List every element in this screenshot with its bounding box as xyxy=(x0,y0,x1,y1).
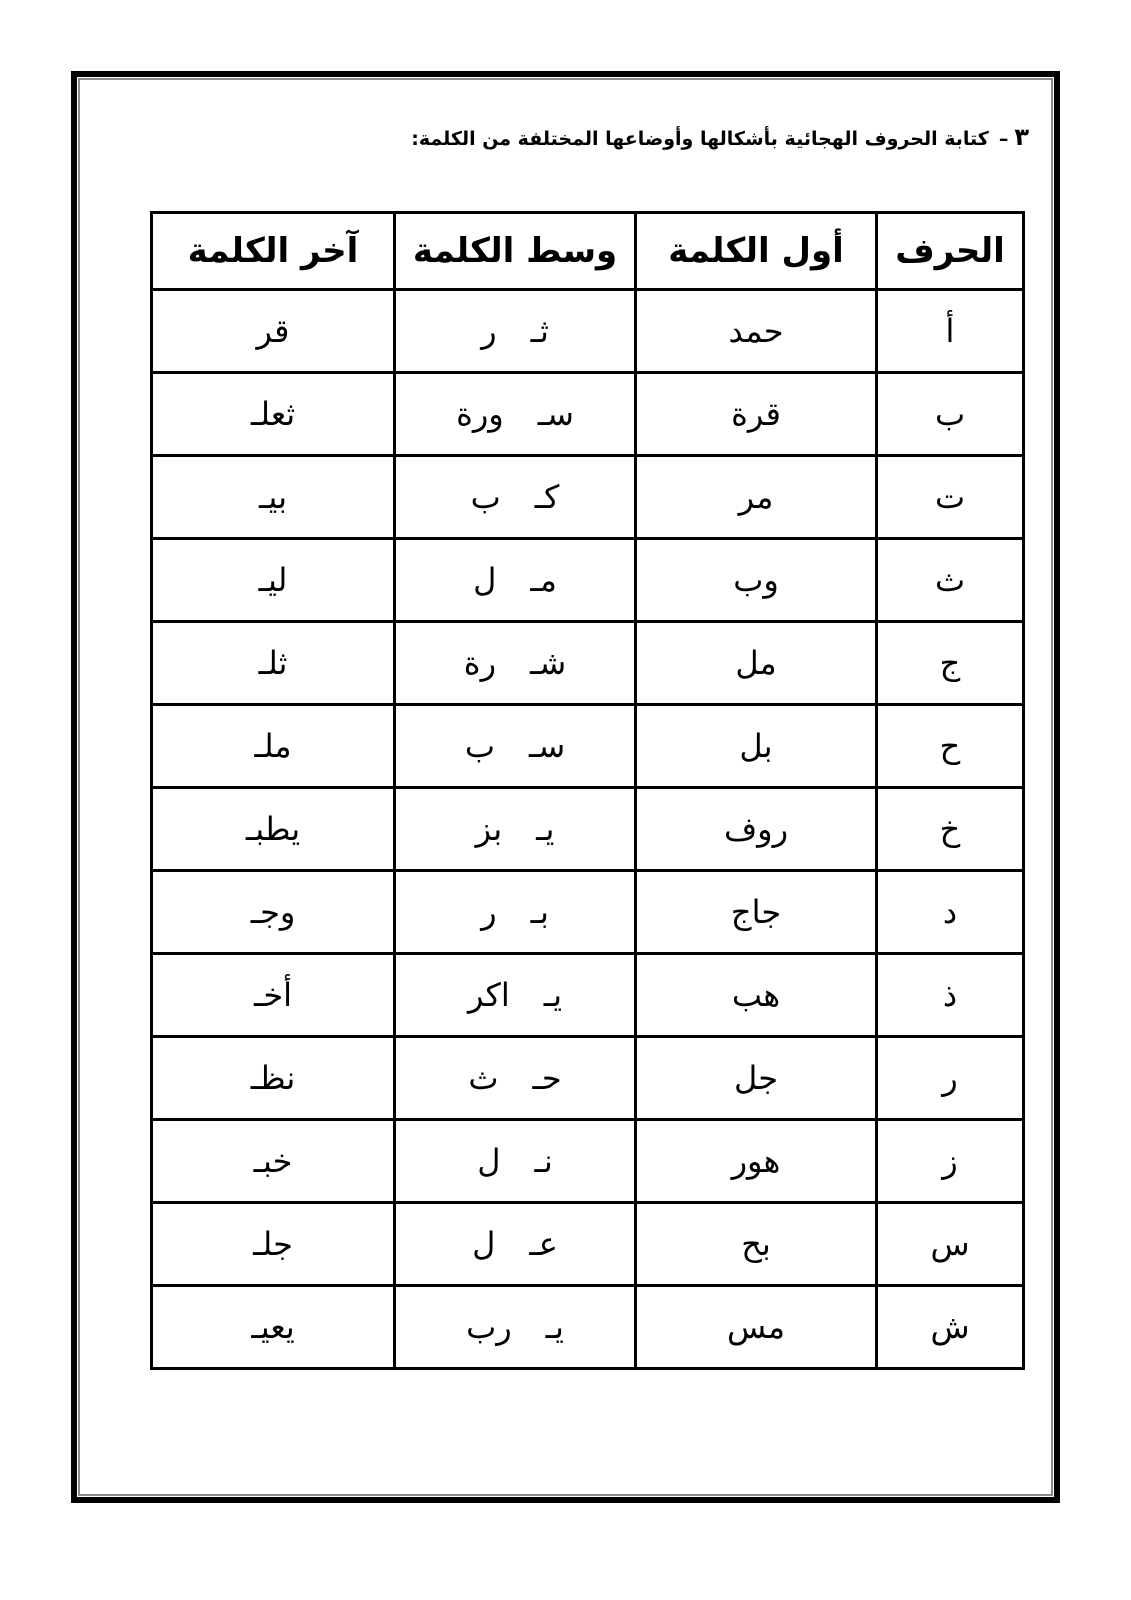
middle-word-part-left: ورة xyxy=(456,395,504,433)
table-header-row xyxy=(152,213,1024,290)
exercise-dash: – xyxy=(998,128,1009,150)
cell-first-of-word[interactable]: مس xyxy=(636,1286,877,1369)
middle-word-part-right: عـ xyxy=(529,1225,558,1263)
cell-end-of-word[interactable]: قر xyxy=(152,290,395,373)
cell-letter[interactable]: ج xyxy=(877,622,1024,705)
cell-letter[interactable]: ز xyxy=(877,1120,1024,1203)
cell-letter[interactable]: ذ xyxy=(877,954,1024,1037)
middle-word-part-left: ث xyxy=(468,1059,499,1097)
cell-end-of-word[interactable]: وجـ xyxy=(152,871,395,954)
middle-word-part-left: ل xyxy=(473,561,497,599)
table-row xyxy=(152,290,1024,373)
middle-word-part-left: ب xyxy=(464,727,495,765)
cell-middle-of-word[interactable] xyxy=(395,373,636,456)
cell-middle-of-word[interactable] xyxy=(395,954,636,1037)
table-row xyxy=(152,871,1024,954)
cell-middle-of-word[interactable] xyxy=(395,871,636,954)
middle-word-part-left: بز xyxy=(475,810,503,848)
cell-end-of-word[interactable]: ثعلـ xyxy=(152,373,395,456)
cell-end-of-word[interactable]: أخـ xyxy=(152,954,395,1037)
cell-first-of-word[interactable]: روف xyxy=(636,788,877,871)
cell-letter[interactable]: أ xyxy=(877,290,1024,373)
table-row xyxy=(152,1120,1024,1203)
cell-first-of-word[interactable]: هب xyxy=(636,954,877,1037)
header-letter: الحرف xyxy=(877,213,1024,290)
table-row xyxy=(152,1203,1024,1286)
exercise-heading xyxy=(411,120,1029,156)
middle-word-part-right: نـ xyxy=(534,1142,553,1180)
cell-middle-of-word[interactable] xyxy=(395,1203,636,1286)
middle-word-part-right: يـ xyxy=(545,1308,564,1346)
header-end-of-word: آخر الكلمة xyxy=(152,213,395,290)
cell-letter[interactable]: خ xyxy=(877,788,1024,871)
middle-word-part-right: ثـ xyxy=(530,312,549,350)
cell-letter[interactable]: ح xyxy=(877,705,1024,788)
cell-letter[interactable]: ت xyxy=(877,456,1024,539)
cell-middle-of-word[interactable] xyxy=(395,290,636,373)
cell-end-of-word[interactable]: جلـ xyxy=(152,1203,395,1286)
cell-end-of-word[interactable]: يطبـ xyxy=(152,788,395,871)
cell-first-of-word[interactable]: بل xyxy=(636,705,877,788)
letters-positions-table xyxy=(150,211,1025,1370)
exercise-instruction: كتابة الحروف الهجائية بأشكالها وأوضاعها المختلفة من الكلمة: xyxy=(411,128,989,150)
cell-end-of-word[interactable]: نظـ xyxy=(152,1037,395,1120)
table-row xyxy=(152,954,1024,1037)
cell-letter[interactable]: ث xyxy=(877,539,1024,622)
middle-word-part-right: يـ xyxy=(536,810,555,848)
middle-word-part-left: اكر xyxy=(467,976,510,1014)
cell-end-of-word[interactable]: بيـ xyxy=(152,456,395,539)
cell-letter[interactable]: ش xyxy=(877,1286,1024,1369)
header-first-of-word: أول الكلمة xyxy=(636,213,877,290)
table-row xyxy=(152,705,1024,788)
cell-letter[interactable]: ر xyxy=(877,1037,1024,1120)
table-row xyxy=(152,539,1024,622)
cell-first-of-word[interactable]: جاج xyxy=(636,871,877,954)
cell-first-of-word[interactable]: جل xyxy=(636,1037,877,1120)
middle-word-part-left: ب xyxy=(470,478,501,516)
cell-end-of-word[interactable]: ثلـ xyxy=(152,622,395,705)
cell-middle-of-word[interactable] xyxy=(395,705,636,788)
cell-middle-of-word[interactable] xyxy=(395,539,636,622)
cell-first-of-word[interactable]: مر xyxy=(636,456,877,539)
table-row xyxy=(152,373,1024,456)
cell-letter[interactable]: س xyxy=(877,1203,1024,1286)
cell-end-of-word[interactable]: ملـ xyxy=(152,705,395,788)
cell-first-of-word[interactable]: مل xyxy=(636,622,877,705)
cell-end-of-word[interactable]: ليـ xyxy=(152,539,395,622)
table-row xyxy=(152,788,1024,871)
middle-word-part-right: كـ xyxy=(534,478,560,516)
middle-word-part-left: ل xyxy=(477,1142,501,1180)
middle-word-part-right: شـ xyxy=(530,644,567,682)
cell-letter[interactable]: د xyxy=(877,871,1024,954)
cell-end-of-word[interactable]: خبـ xyxy=(152,1120,395,1203)
cell-first-of-word[interactable]: حمد xyxy=(636,290,877,373)
exercise-number: ٣ xyxy=(1014,123,1029,151)
middle-word-part-right: حـ xyxy=(532,1059,562,1097)
middle-word-part-left: ر xyxy=(481,312,497,350)
table-row xyxy=(152,1037,1024,1120)
table-row xyxy=(152,456,1024,539)
cell-middle-of-word[interactable] xyxy=(395,1120,636,1203)
cell-middle-of-word[interactable] xyxy=(395,1286,636,1369)
middle-word-part-right: سـ xyxy=(528,727,566,765)
cell-middle-of-word[interactable] xyxy=(395,1037,636,1120)
table-row xyxy=(152,622,1024,705)
cell-letter[interactable]: ب xyxy=(877,373,1024,456)
cell-first-of-word[interactable]: قرة xyxy=(636,373,877,456)
cell-middle-of-word[interactable] xyxy=(395,788,636,871)
cell-first-of-word[interactable]: وب xyxy=(636,539,877,622)
middle-word-part-right: يـ xyxy=(543,976,563,1014)
middle-word-part-left: رة xyxy=(463,644,497,682)
cell-first-of-word[interactable]: هور xyxy=(636,1120,877,1203)
header-middle-of-word: وسط الكلمة xyxy=(395,213,636,290)
middle-word-part-right: مـ xyxy=(530,561,557,599)
cell-middle-of-word[interactable] xyxy=(395,456,636,539)
middle-word-part-left: ل xyxy=(472,1225,496,1263)
cell-end-of-word[interactable]: يعيـ xyxy=(152,1286,395,1369)
cell-first-of-word[interactable]: بح xyxy=(636,1203,877,1286)
middle-word-part-left: ر xyxy=(481,893,497,931)
cell-middle-of-word[interactable] xyxy=(395,622,636,705)
middle-word-part-left: رب xyxy=(466,1308,512,1346)
middle-word-part-right: بـ xyxy=(530,893,549,931)
middle-word-part-right: سـ xyxy=(537,395,574,433)
table-row xyxy=(152,1286,1024,1369)
